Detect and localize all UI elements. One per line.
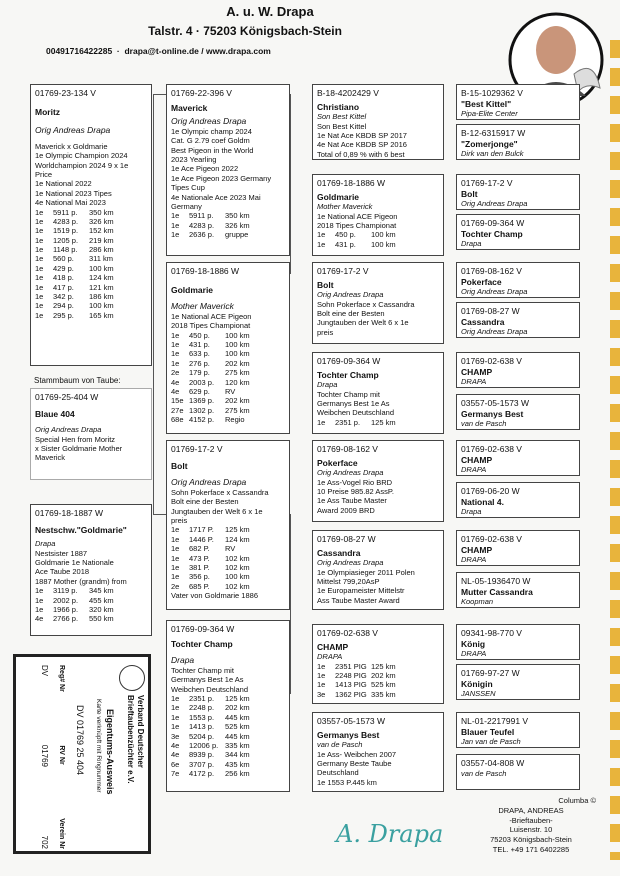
breeder-address: Talstr. 4 · 75203 Königsbach-Stein bbox=[148, 24, 342, 38]
results-list bbox=[171, 525, 285, 591]
result-row: 1e 2248 p. 202 km bbox=[171, 703, 250, 713]
result-row: 4e 629 p. RV bbox=[171, 386, 236, 396]
pigeon-card-nestschw: 01769-18-1887 W Nestschw."Goldmarie" Drapa Nestsister 1887 Goldmarie 1e Nationale Ace Taube 2018 1887 Mother (grandm) from 1e 3119 p. 345 km 1e 2002 p. 455 km 1e 1966 p. 320 km 4e 2766 p. 550 km bbox=[30, 504, 152, 636]
pigeon-owner: DRAPA bbox=[461, 555, 487, 565]
result-row: 4e 12006 p. 335 km bbox=[171, 740, 250, 750]
result-row: 1e 560 p. 311 km bbox=[35, 254, 114, 264]
pigeon-name: "Zomerjonge" bbox=[461, 138, 518, 149]
pigeon-card-g4 bbox=[456, 482, 580, 518]
result-row: 4e 2766 p. 550 km bbox=[35, 614, 114, 624]
result-row: 2e 179 p. 275 km bbox=[171, 368, 250, 378]
pigeon-card-goldmarie-g3: 01769-18-1886 W Goldmarie Mother Maverick 1e National ACE Pigeon 2018 Tipes Championat 1e 450 p. 100 km 1e 431 p. 100 km bbox=[312, 174, 444, 256]
stammbaum-label: Stammbaum von Taube: bbox=[34, 376, 121, 385]
pigeon-name: Königin bbox=[461, 678, 493, 689]
pigeon-card-g4 bbox=[456, 712, 580, 748]
pigeon-owner: Orig Andreas Drapa bbox=[317, 468, 384, 478]
pigeon-owner: Orig Andreas Drapa bbox=[461, 199, 528, 209]
pigeon-card-tochter: 01769-09-364 W Tochter Champ Drapa Tochter Champ mit Germanys Best 1e As Weibchen Deutschland 1e 2351 p. 125 km 1e 2248 p. 202 km 1e 1553 p. 445 km 1e 1413 p. 525 km 3e 5204 p. 445 km 4e 12006 p. 335 km 4e 8939 p. 344 km 6e 3707 p. 435 km 7e 4172 p. 256 km bbox=[166, 620, 290, 792]
result-row: 1e 682 P. RV bbox=[171, 544, 236, 554]
pigeon-card-goldmarie: 01769-18-1886 W Goldmarie Mother Maverick 1e National ACE Pigeon 2018 Tipes Championat 1e 450 p. 100 km 1e 431 p. 100 km 1e 633 p. 100 km 1e 276 p. 202 km 2e 179 p. 275 km 4e 2003 p. 120 km 4e 629 p. RV 15e 1369 p. 202 km 27e 1302 p. 275 km 68e 4152 p. Regio bbox=[166, 262, 290, 434]
pigeon-card-g4 bbox=[456, 530, 580, 566]
result-row: 1e 2248 PIG 202 km bbox=[317, 671, 396, 680]
result-row: 1e 5911 p. 350 km bbox=[35, 207, 114, 217]
ring-number: 01769-08-162 V bbox=[461, 266, 522, 276]
result-row: 1e 3119 p. 345 km bbox=[35, 586, 114, 596]
pigeon-card-g4 bbox=[456, 84, 580, 120]
ring-number: 03557-05-1573 W bbox=[461, 398, 530, 408]
results-list bbox=[317, 662, 439, 700]
vdbt-logo-icon bbox=[119, 665, 145, 691]
result-row: 1e 276 p. 202 km bbox=[171, 358, 250, 368]
result-row: 4e 8939 p. 344 km bbox=[171, 750, 250, 760]
ring-number: 01769-09-364 W bbox=[317, 356, 381, 366]
pigeon-owner: Jan van de Pasch bbox=[461, 737, 521, 747]
result-row: 6e 3707 p. 435 km bbox=[171, 759, 250, 769]
result-row: 2e 685 P. 102 km bbox=[171, 581, 250, 591]
results-list bbox=[171, 331, 285, 425]
result-row: 1e 295 p. 165 km bbox=[35, 310, 114, 320]
pigeon-owner: Orig Andreas Drapa bbox=[171, 477, 247, 488]
result-row: 1e 1413 PIG 525 km bbox=[317, 680, 396, 690]
pigeon-owner: Orig Andreas Drapa bbox=[35, 425, 102, 435]
ring-number: 03557-04-808 W bbox=[461, 758, 525, 768]
pigeon-owner: Drapa bbox=[461, 507, 482, 517]
pigeon-name: Bolt bbox=[317, 279, 334, 290]
ring-number: NL-05-1936470 W bbox=[461, 576, 531, 586]
result-row: 7e 4172 p. 256 km bbox=[171, 769, 250, 778]
result-row: 1e 450 p. 100 km bbox=[317, 230, 396, 240]
result-row: 1e 633 p. 100 km bbox=[171, 349, 250, 359]
pigeon-owner: DRAPA bbox=[461, 465, 487, 475]
pigeon-card-g4 bbox=[456, 664, 580, 700]
pigeon-owner: Mother Maverick bbox=[171, 301, 234, 312]
pigeon-card-g4 bbox=[456, 174, 580, 210]
pigeon-name: "Best Kittel" bbox=[461, 98, 512, 109]
breeder-name: A. u. W. Drapa bbox=[226, 4, 314, 19]
pigeon-name: Goldmarie bbox=[171, 284, 214, 295]
pigeon-notes: Maverick x Goldmarie 1e Olympic Champion 2024 Worldchampion 2024 9 x 1e Price 1e National 2022 1e National 2023 Tipes 4e National Mai 2023 bbox=[35, 141, 129, 208]
pigeon-card-g4 bbox=[456, 214, 580, 250]
result-row: 4e 2003 p. 120 km bbox=[171, 377, 250, 387]
pigeon-card-g4 bbox=[456, 624, 580, 660]
connector bbox=[290, 514, 291, 694]
pigeon-owner: van de Pasch bbox=[317, 740, 363, 750]
pigeon-card-bolt: 01769-17-2 V Bolt Orig Andreas Drapa Sohn Pokerface x Cassandra Bolt eine der Besten Jungtauben der Welt 6 x 1e preis 1e 1717 P. 125 km 1e 1446 P. 124 km 1e 682 P. RV 1e 473 P. 102 km 1e 381 P. 102 km 1e 356 p. 100 km 2e 685 P. 102 km Vater von Goldmarie 1886 bbox=[166, 440, 290, 610]
pigeon-name: CHAMP bbox=[461, 366, 493, 377]
ring-number: B-15-1029362 V bbox=[461, 88, 523, 98]
pigeon-name: Tochter Champ bbox=[171, 638, 233, 649]
pigeon-owner: JANSSEN bbox=[461, 689, 496, 699]
ring-number: 01769-23-134 V bbox=[35, 88, 96, 98]
ring-number: 01769-08-27 W bbox=[461, 306, 520, 316]
result-row: 3e 1362 PIG 335 km bbox=[317, 689, 396, 699]
pigeon-card-moritz bbox=[30, 84, 152, 366]
result-row: 1e 1413 p. 525 km bbox=[171, 722, 250, 732]
card-ring-number: DV 01769 25 404 bbox=[75, 705, 85, 776]
pigeon-name: Tochter Champ bbox=[461, 228, 523, 239]
pigeon-name: Germanys Best bbox=[317, 729, 380, 740]
result-row: 1e 2351 p. 125 km bbox=[171, 694, 250, 703]
result-row: 1e 429 p. 100 km bbox=[35, 263, 114, 273]
result-row: 1e 417 p. 121 km bbox=[35, 282, 114, 292]
result-row: 1e 294 p. 100 km bbox=[35, 301, 114, 311]
pigeon-owner: Son Best Kittel bbox=[317, 112, 367, 122]
pigeon-name: Goldmarie bbox=[317, 191, 360, 202]
pigeon-card-bolt-g3: 01769-17-2 V Bolt Orig Andreas Drapa Sohn Pokerface x Cassandra Bolt eine der Besten Jungtauben der Welt 6 x 1e preis bbox=[312, 262, 444, 344]
pigeon-owner: Drapa bbox=[171, 655, 195, 666]
pigeon-owner: Orig Andreas Drapa bbox=[317, 558, 384, 568]
results-list bbox=[35, 208, 147, 321]
ring-number: 01769-09-364 W bbox=[171, 624, 235, 634]
result-row: 68e 4152 p. Regio bbox=[171, 415, 245, 424]
pigeon-owner: Orig Andreas Drapa bbox=[461, 287, 528, 297]
pigeon-card-g4 bbox=[456, 352, 580, 388]
ownership-card bbox=[13, 654, 151, 854]
pigeon-name: National 4. bbox=[461, 496, 504, 507]
ring-number: 01769-02-638 V bbox=[317, 628, 378, 638]
ring-number: 01769-06-20 W bbox=[461, 486, 520, 496]
result-row: 3e 5204 p. 445 km bbox=[171, 731, 250, 741]
pigeon-card-pokerface: 01769-08-162 V Pokerface Orig Andreas Drapa 1e Ass-Vogel Rio BRD 10 Preise 985.82 AssP. 1e Ass Taube Master Award 2009 BRD bbox=[312, 440, 444, 522]
pigeon-name: Cassandra bbox=[461, 316, 505, 327]
result-row: 1e 1446 P. 124 km bbox=[171, 534, 250, 544]
pigeon-name: Blaue 404 bbox=[35, 408, 75, 419]
pigeon-owner: Drapa bbox=[317, 380, 338, 390]
pigeon-name: Cassandra bbox=[317, 547, 361, 558]
pigeon-name: CHAMP bbox=[317, 641, 349, 652]
pigeon-card-cassandra: 01769-08-27 W Cassandra Orig Andreas Drapa 1e Olympiasieger 2011 Polen Mittelst 799,20AsP 1e Europameister Mittelstr Ass Taube Master Award bbox=[312, 530, 444, 610]
ring-number: 01769-08-162 V bbox=[317, 444, 378, 454]
results-list bbox=[317, 230, 439, 249]
pigeon-name: Mutter Cassandra bbox=[461, 586, 533, 597]
pigeon-name: Pokerface bbox=[461, 276, 502, 287]
card-headers: Reg# Nr RV Nr Verein Nr bbox=[58, 665, 65, 849]
pigeon-owner: Orig Andreas Drapa bbox=[35, 125, 111, 136]
pigeon-card-g4 bbox=[456, 262, 580, 298]
result-row: 1e 381 P. 102 km bbox=[171, 562, 250, 572]
card-org-2: Brieftaubenzüchter e.V. bbox=[126, 695, 135, 784]
result-row: 1e 2351 p. 125 km bbox=[317, 417, 396, 427]
pigeon-footer-note: Vater von Goldmarie 1886 bbox=[171, 591, 258, 600]
ring-number: 01769-25-404 W bbox=[35, 392, 99, 402]
connector bbox=[153, 514, 166, 515]
card-subtitle: Karte verknüpft mit Ringnummer bbox=[95, 699, 102, 793]
ring-number: 01769-18-1887 W bbox=[35, 508, 104, 518]
pigeon-owner: Orig Andreas Drapa bbox=[171, 116, 247, 127]
result-row: 1e 4283 p. 326 km bbox=[35, 216, 114, 226]
connector bbox=[153, 94, 166, 95]
result-row: 1e 4283 p. 326 km bbox=[171, 220, 250, 230]
pigeon-owner: Orig Andreas Drapa bbox=[461, 327, 528, 337]
pigeon-card-maverick: 01769-22-396 V Maverick Orig Andreas Drapa 1e Olympic champ 2024 Cat. G 2.79 coef Goldm Best Pigeon in the World 2023 Yearling 1e Ace Pigeon 2022 1e Ace Pigeon 2023 Germany Tipes Cup 4e Nationale Ace 2023 Mai Germany 1e 5911 p. 350 km 1e 4283 p. 326 km 1e 2636 p. gruppe bbox=[166, 84, 290, 256]
pigeon-owner: Drapa bbox=[35, 539, 56, 549]
result-row: 1e 1966 p. 320 km bbox=[35, 604, 114, 614]
ring-number: 01769-02-638 V bbox=[461, 444, 522, 454]
pigeon-owner: DRAPA bbox=[461, 377, 487, 387]
pigeon-name: CHAMP bbox=[461, 544, 493, 555]
ring-number: 01769-97-27 W bbox=[461, 668, 520, 678]
result-row: 1e 1519 p. 152 km bbox=[35, 226, 114, 236]
pigeon-name: Moritz bbox=[35, 106, 61, 117]
results-list bbox=[35, 586, 147, 624]
pigeon-card-g4 bbox=[456, 572, 580, 608]
result-row: 1e 450 p. 100 km bbox=[171, 330, 250, 340]
phone-number: 00491716422285 bbox=[46, 46, 113, 56]
ring-number: B-12-6315917 W bbox=[461, 128, 526, 138]
pigeon-name: CHAMP bbox=[461, 454, 493, 465]
ring-number: 01769-17-2 V bbox=[461, 178, 513, 188]
pigeon-name: König bbox=[461, 638, 486, 649]
breeder-contact: 00491716422285 · drapa@t-online.de / www.drapa.com bbox=[46, 46, 271, 56]
result-row: 1e 1553 p. 445 km bbox=[171, 712, 250, 722]
pigeon-owner: Drapa bbox=[461, 239, 482, 249]
pigeon-name: Tochter Champ bbox=[317, 369, 379, 380]
ring-number: 01769-08-27 W bbox=[317, 534, 376, 544]
ring-number: 01769-17-2 V bbox=[317, 266, 369, 276]
copyright: Columba © bbox=[558, 796, 596, 805]
ownership-card-content bbox=[17, 659, 149, 855]
result-row: 1e 431 p. 100 km bbox=[317, 239, 396, 249]
ring-number: 01769-18-1886 W bbox=[317, 178, 386, 188]
pigeon-owner: van de Pasch bbox=[461, 768, 507, 778]
result-row: 1e 2351 PIG 125 km bbox=[317, 661, 396, 671]
pigeon-card-g4 bbox=[456, 124, 580, 160]
pigeon-name: Maverick bbox=[171, 102, 208, 113]
signature: A. Drapa bbox=[336, 820, 444, 848]
pigeon-card-blaue: 01769-25-404 W Blaue 404 Orig Andreas Drapa Special Hen from Moritz x Sister Goldmarie Mother Maverick bbox=[30, 388, 152, 480]
pigeon-card-g4 bbox=[456, 754, 580, 790]
ring-number: NL-01-2217991 V bbox=[461, 716, 529, 726]
ring-number: 03557-05-1573 W bbox=[317, 716, 386, 726]
result-row: 1e 418 p. 124 km bbox=[35, 273, 114, 283]
pigeon-owner: Orig Andreas Drapa bbox=[317, 290, 384, 300]
result-row: 1e 342 p. 186 km bbox=[35, 291, 114, 301]
ring-number: 09341-98-770 V bbox=[461, 628, 522, 638]
pigeon-card-g4 bbox=[456, 440, 580, 476]
pigeon-name: Christiano bbox=[317, 101, 360, 112]
ring-number: 01769-02-638 V bbox=[461, 356, 522, 366]
pigeon-owner: Koopman bbox=[461, 597, 494, 607]
result-row: 1e 1205 p. 219 km bbox=[35, 235, 114, 245]
result-row: 27e 1302 p. 275 km bbox=[171, 405, 250, 415]
ring-number: 01769-02-638 V bbox=[461, 534, 522, 544]
pigeon-card-germanys-best: 03557-05-1573 W Germanys Best van de Pasch 1e Ass- Weibchen 2007 Germany Beste Taube Deutschland 1e 1553 P.445 km bbox=[312, 712, 444, 792]
result-row: 1e 473 P. 102 km bbox=[171, 553, 250, 563]
result-row: 1e 431 p. 100 km bbox=[171, 340, 250, 349]
result-row: 1e 2636 p. gruppe bbox=[171, 230, 249, 239]
card-values: DV 01769 702 bbox=[40, 665, 49, 849]
connector bbox=[153, 94, 154, 514]
pigeon-card-g4 bbox=[456, 394, 580, 430]
ring-number: 01769-18-1886 W bbox=[171, 266, 240, 276]
ring-number: 01769-17-2 V bbox=[171, 444, 223, 454]
pigeon-name: Pokerface bbox=[317, 457, 358, 468]
result-row: 1e 1717 P. 125 km bbox=[171, 525, 250, 535]
pigeon-name: Blauer Teufel bbox=[461, 726, 515, 737]
card-org: Verband Deutscher bbox=[136, 695, 145, 768]
ring-number: 01769-22-396 V bbox=[171, 88, 232, 98]
pigeon-name: Bolt bbox=[461, 188, 478, 199]
pigeon-owner: van de Pasch bbox=[461, 419, 507, 429]
pigeon-name: Nestschw."Goldmarie" bbox=[35, 524, 127, 535]
pigeon-owner: DRAPA bbox=[461, 649, 487, 659]
pigeon-owner: Pipa-Elite Center bbox=[461, 109, 518, 119]
pigeon-card-g4 bbox=[456, 302, 580, 338]
results-list bbox=[171, 694, 285, 778]
pigeon-name: Bolt bbox=[171, 460, 188, 471]
result-row: 1e 1148 p. 286 km bbox=[35, 245, 114, 254]
decorative-stripe bbox=[610, 40, 620, 860]
result-row: 1e 5911 p. 350 km bbox=[171, 211, 250, 221]
pigeon-card-tochter-g3: 01769-09-364 W Tochter Champ Drapa Tochter Champ mit Germanys Best 1e As Weibchen Deutschland 1e 2351 p. 125 km bbox=[312, 352, 444, 434]
result-row: 1e 2002 p. 455 km bbox=[35, 595, 114, 605]
card-title: Eigentums-Ausweis bbox=[105, 709, 115, 795]
result-row: 1e 356 p. 100 km bbox=[171, 572, 250, 582]
pigeon-owner: Mother Maverick bbox=[317, 202, 373, 212]
pigeon-card-champ bbox=[312, 624, 444, 704]
pigeon-name: Germanys Best bbox=[461, 408, 524, 419]
footer-block: Columba © DRAPA, ANDREAS -Brieftauben- Luisenstr. 10 75203 Königsbach-Stein TEL. +49 171 6402285 bbox=[466, 796, 596, 855]
result-row: 15e 1369 p. 202 km bbox=[171, 396, 250, 406]
pigeon-owner: DRAPA bbox=[317, 652, 343, 662]
ring-number: 01769-09-364 W bbox=[461, 218, 525, 228]
pigeon-card-christiano: B-18-4202429 V Christiano Son Best Kittel Son Best Kittel 1e Nat Ace KBDB SP 2017 4e Nat Ace KBDB SP 2016 Total of 0,89 % with 6 best bbox=[312, 84, 444, 160]
ring-number: B-18-4202429 V bbox=[317, 88, 379, 98]
email-website: drapa@t-online.de / www.drapa.com bbox=[124, 46, 271, 56]
pigeon-owner: Dirk van den Bulck bbox=[461, 149, 524, 159]
connector bbox=[290, 94, 291, 274]
results-list bbox=[171, 211, 285, 239]
